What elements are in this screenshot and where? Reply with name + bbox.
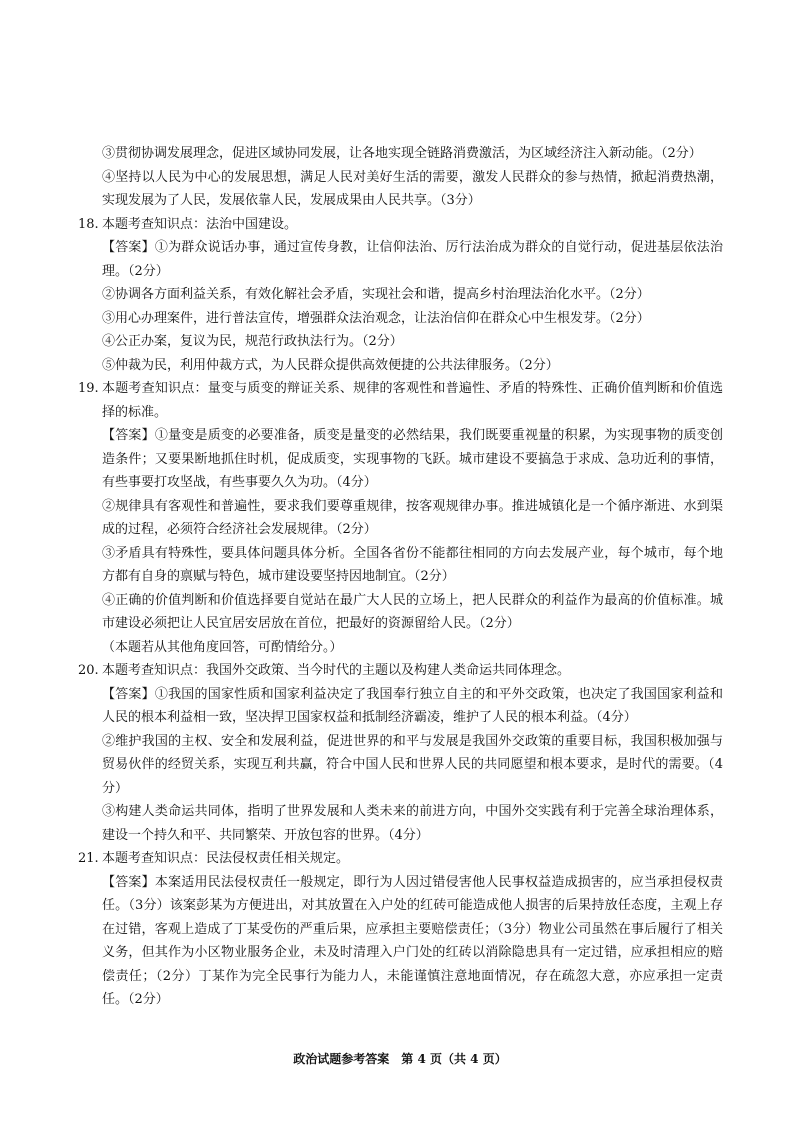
question-number: 20. — [78, 663, 99, 678]
answer-point-3: ③构建人类命运共同体，指明了世界发展和人类未来的前进方向，中国外交实践有利于完善全球治理体系，建设一个持久和平、共同繁荣、开放包容的世界。（4分） — [102, 804, 723, 843]
question-18 — [78, 213, 723, 378]
question-topic: 本题考查知识点：我国外交政策、当今时代的主题以及构建人类命运共同体理念。 — [102, 663, 571, 678]
question-21 — [78, 847, 723, 1012]
answer-point-1: 【答案】①我国的国家性质和国家利益决定了我国奉行独立自主的和平外交政策，也决定了我国国家利益和人民的根本利益相一致，坚决捍卫国家权益和抵制经济霸凌，维护了人民的根本利益。（4分） — [102, 686, 723, 725]
answer-point-3: ③用心办理案件，进行普法宣传，增强群众法治观念，让法治信仰在群众心中生根发芽。（2分） — [102, 310, 650, 326]
answer-point-1: 【答案】①量变是质变的必要准备，质变是量变的必然结果，我们既要重视量的积累，为实现事物的质变创造条件；又要果断地抓住时机，促成质变，实现事物的飞跃。城市建设不要搞急于求成、急功近利的事情，有些事要打攻坚战，有些事要久久为功。（4分） — [102, 428, 723, 490]
q17-point-4: ④坚持以人民为中心的发展思想，满足人民对美好生活的需要，激发人民群众的参与热情，掀起消费热潮，实现发展为了人民，发展依靠人民，发展成果由人民共享。（3分） — [102, 169, 723, 208]
answer-point-4: ④公正办案，复议为民，规范行政执法行为。（2分） — [102, 334, 403, 349]
question-topic: 本题考查知识点：民法侵权责任相关规定。 — [102, 851, 350, 866]
question-19 — [78, 377, 723, 659]
answer-point-2: ②维护我国的主权、安全和发展利益，促进世界的和平与发展是我国外交政策的重要目标，我国积极加强与贸易伙伴的经贸关系，实现互利共赢，符合中国人民和世界人民的共同愿望和根本要求，是时代的需要。（4分） — [102, 733, 723, 796]
answer-point-1: 【答案】①为群众说话办事，通过宣传身教，让信仰法治、厉行法治成为群众的自觉行动，促进基层依法治理。（2分） — [102, 240, 723, 279]
grading-note: （本题若从其他角度回答，可酌情给分。） — [102, 639, 343, 655]
page-footer: 政治试题参考答案 第 4 页（共 4 页） — [293, 1052, 507, 1066]
question-topic: 本题考查知识点：量变与质变的辩证关系、规律的客观性和普遍性、矛盾的特殊性、正确价值判断和价值选择的标准。 — [102, 381, 723, 420]
answer-point-2: ②协调各方面利益关系，有效化解社会矛盾，实现社会和谐，提高乡村治理法治化水平。（2分） — [102, 287, 650, 302]
answer-point-2: ②规律具有客观性和普遍性，要求我们要尊重规律，按客观规律办事。推进城镇化是一个循序渐进、水到渠成的过程，必须符合经济社会发展规律。（2分） — [102, 498, 723, 537]
answer-point-5: ⑤仲裁为民，利用仲裁方式，为人民群众提供高效便捷的公共法律服务。（2分） — [102, 357, 559, 373]
question-number: 19. — [78, 381, 99, 396]
q17-continued — [78, 142, 723, 213]
answer-point-3: ③矛盾具有特殊性，要具体问题具体分析。全国各省份不能都往相同的方向去发展产业，每个城市，每个地方都有自身的禀赋与特色，城市建设要坚持因地制宜。（2分） — [102, 545, 723, 584]
question-number: 21. — [78, 851, 99, 866]
answer-point-4: ④正确的价值判断和价值选择要自觉站在最广大人民的立场上，把人民群众的利益作为最高的价值标准。城市建设必须把让人民宜居安居放在首位，把最好的资源留给人民。（2分） — [102, 592, 723, 631]
question-number: 18. — [78, 216, 99, 232]
answer-content — [78, 142, 723, 1012]
question-20 — [78, 659, 723, 847]
question-topic: 本题考查知识点：法治中国建设。 — [102, 216, 298, 232]
answer-point-1: 【答案】本案适用民法侵权责任一般规定，即行为人因过错侵害他人民事权益造成损害的，应当承担侵权责任。（3分）该案彭某为方便进出，对其放置在入户处的红砖可能造成他人损害的后果持放任态度，主观上存在过错，客观上造成了丁某受伤的严重后果，应承担主要赔偿责任；（3分）物业公司虽然在事后履行了相关义务，但其作为小区物业服务企业，未及时清理入户门处的红砖以消除隐患具有一定过错，应承担相应的赔偿责任；（2分）丁某作为完全民事行为能力人，未能谨慎注意地面情况，存在疏忽大意，亦应承担一定责任。（2分） — [102, 874, 723, 1007]
q17-point-3: ③贯彻协调发展理念，促进区域协同发展，让各地实现全链路消费激活，为区域经济注入新动能。（2分） — [102, 146, 702, 161]
